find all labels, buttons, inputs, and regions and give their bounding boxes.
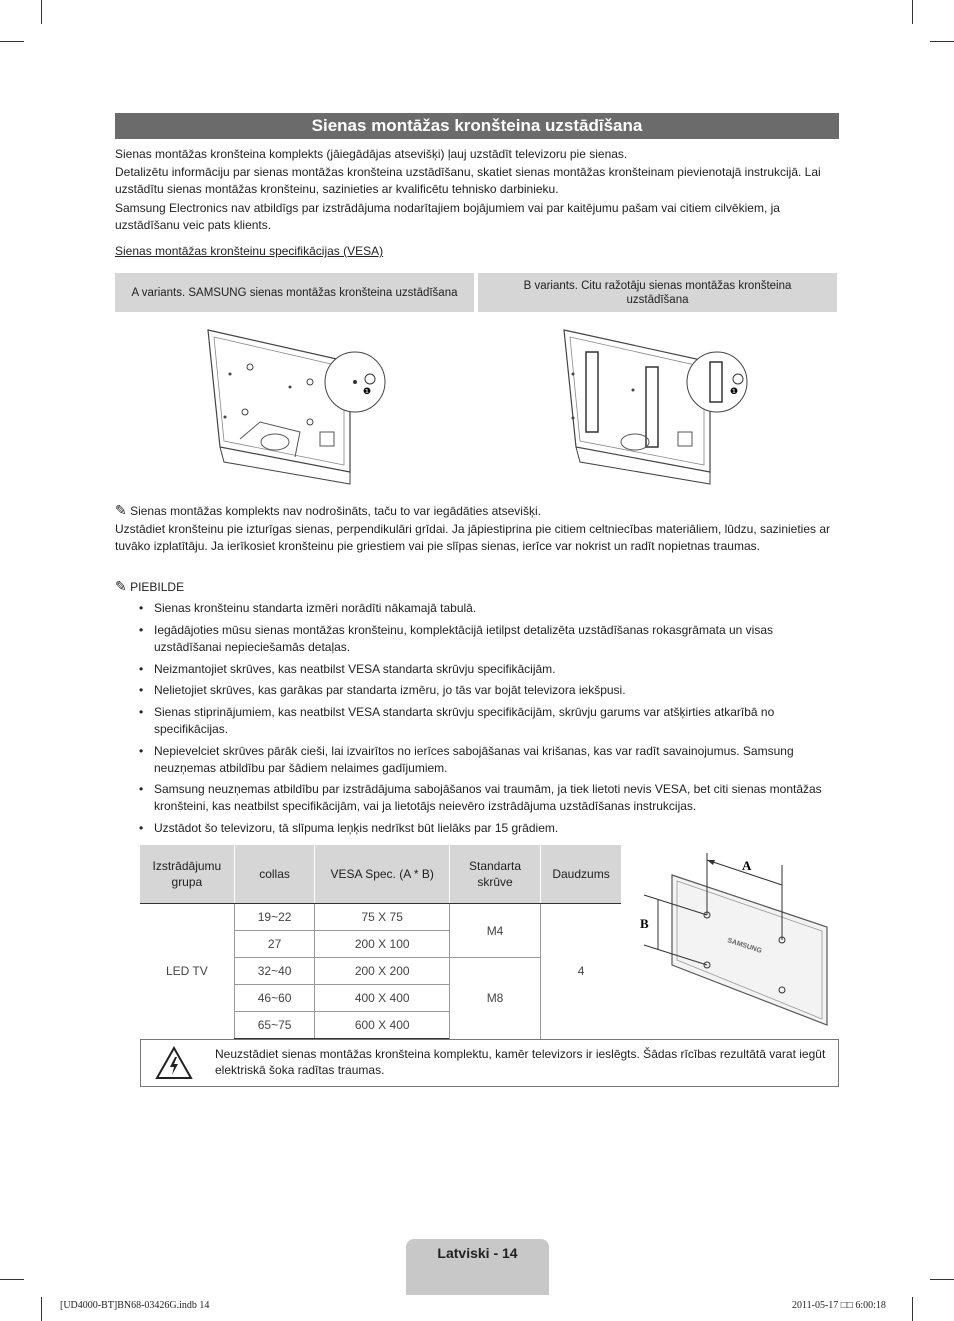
- list-item: • Sienas stiprinājumiem, kas neatbilst VESA standarta skrūvju specifikācijām, skrūvju garums var atšķirties atkarībā no specifikācijas.: [139, 705, 775, 736]
- intro-paragraph: Sienas montāžas kronšteina komplekts (jāiegādājas atsevišķi) ļauj uzstādīt televizoru pie sienas.: [115, 147, 628, 161]
- warning-text: Neuzstādiet sienas montāžas kronšteina komplektu, kamēr televizors ir ieslēgts. Šādas rīcības rezultātā varat iegūt elektriskā šoka radītas traumas.: [215, 1047, 826, 1077]
- electric-shock-warning-icon: [155, 1046, 193, 1080]
- vesa-table: [140, 845, 621, 1039]
- pencil-icon: ✎: [115, 502, 127, 518]
- table-cell-group: LED TV: [165, 964, 208, 979]
- crop-mark: [912, 1297, 913, 1321]
- table-header: Daudzums: [541, 845, 621, 904]
- spec-heading: Sienas montāžas kronšteinu specifikācijas (VESA): [115, 244, 384, 258]
- variant-b-illustration: [560, 322, 770, 487]
- note-kit-text: Sienas montāžas komplekts nav nodrošināts, taču to var iegādāties atsevišķi.: [130, 504, 541, 518]
- note-kit: [115, 502, 839, 520]
- page-number: Latviski - 14: [406, 1239, 549, 1295]
- page-title: Sienas montāžas kronšteina uzstādīšana: [115, 113, 839, 139]
- crop-mark: [41, 1297, 42, 1321]
- warning-box: [140, 1039, 839, 1087]
- variant-a-header: A variants. SAMSUNG sienas montāžas kronšteina uzstādīšana: [115, 273, 474, 312]
- intro-paragraph: Detalizētu informāciju par sienas montāžas kronšteina uzstādīšanu, skatiet sienas montāžas kronšteinam pievienotajā instrukcijā. Lai uzstādītu sienas montāžas kronšteinu, sazinieties ar kvalificētu tehnisko darbinieku.: [115, 165, 821, 196]
- crop-mark: [930, 41, 954, 42]
- imprint-file: [UD4000-BT]BN68-03426G.indb 14: [60, 1300, 210, 1311]
- table-row: 27 200 X 100: [140, 931, 621, 958]
- crop-mark: [912, 0, 913, 24]
- list-item: • Sienas kronšteinu standarta izmēri norādīti nākamajā tabulā.: [139, 601, 477, 615]
- brand-logo: SAMSUNG: [726, 937, 763, 955]
- table-row: LED TV 19~22 75 X 75 M4 4: [140, 904, 621, 931]
- crop-mark: [0, 1279, 24, 1280]
- table-row: 65~75 600 X 400: [140, 1012, 621, 1039]
- list-item: • Nepievelciet skrūves pārāk cieši, lai izvairītos no ierīces sabojāšanas vai krišanas, kas var radīt savainojumus. Samsung neuzņemas atbildību par šādiem nelaimes gadījumiem.: [139, 744, 794, 775]
- list-item: • Neizmantojiet skrūves, kas neatbilst VESA standarta skrūvju specifikācijām.: [139, 662, 556, 676]
- pencil-icon: ✎: [115, 578, 127, 594]
- callout-marker: ❶: [363, 387, 372, 397]
- table-header: Izstrādājumu grupa: [140, 845, 234, 904]
- table-header: Standarta skrūve: [450, 845, 541, 904]
- variant-a-illustration: [200, 322, 400, 487]
- list-item: • Iegādājoties mūsu sienas montāžas kronšteinu, komplektācijā ietilpst detalizēta uzstādīšanas rokasgrāmata un visas uzstādīšanai nepieciešamās detaļas.: [139, 623, 773, 654]
- crop-mark: [0, 41, 24, 42]
- dim-label-b: B: [640, 916, 649, 931]
- imprint-date: 2011-05-17 □□ 6:00:18: [792, 1300, 886, 1311]
- note-label-text: PIEBILDE: [130, 580, 185, 594]
- crop-mark: [41, 0, 42, 24]
- table-row: 46~60 400 X 400: [140, 985, 621, 1012]
- table-header: collas: [234, 845, 315, 904]
- intro-paragraph: Samsung Electronics nav atbildīgs par izstrādājuma nodarītajiem bojājumiem vai par kaitējumu pašam vai citiem cilvēkiem, ja uzstādīšanu veic pats klients.: [115, 201, 780, 232]
- variant-b-header: B variants. Citu ražotāju sienas montāžas kronšteina uzstādīšana: [478, 273, 837, 312]
- dim-label-a: A: [742, 858, 752, 873]
- list-item: • Nelietojiet skrūves, kas garākas par standarta izmēru, jo tās var bojāt televizora iekšpusi.: [139, 683, 626, 697]
- table-row: 32~40 200 X 200 M8: [140, 958, 621, 985]
- crop-mark: [930, 1279, 954, 1280]
- list-item: • Uzstādot šo televizoru, tā slīpuma leņķis nedrīkst būt lielāks par 15 grādiem.: [139, 821, 559, 835]
- install-paragraph: Uzstādiet kronšteinu pie izturīgas sienas, perpendikulāri grīdai. Ja jāpiestiprina pie citiem celtniecības materiāliem, lūdzu, sazinieties ar tuvāko izplatītāju. Ja ierīkosiet kronšteinu pie griestiem vai pie slīpas sienas, ierīce var nokrist un radīt nopietnas traumas.: [115, 522, 831, 553]
- note-label: [115, 578, 839, 596]
- tv-back-diagram: [632, 845, 837, 1030]
- list-item: • Samsung neuzņemas atbildību par izstrādājuma sabojāšanos vai traumām, ja tiek lietoti nevis VESA, bet citi sienas montāžas kronšteini, kas neatbilst specifikācijām, vai ja lietotājs neievēro izstrādājuma uzstādīšanas instrukcijas.: [139, 782, 822, 813]
- table-header: VESA Spec. (A * B): [315, 845, 450, 904]
- callout-marker: ❶: [730, 387, 739, 397]
